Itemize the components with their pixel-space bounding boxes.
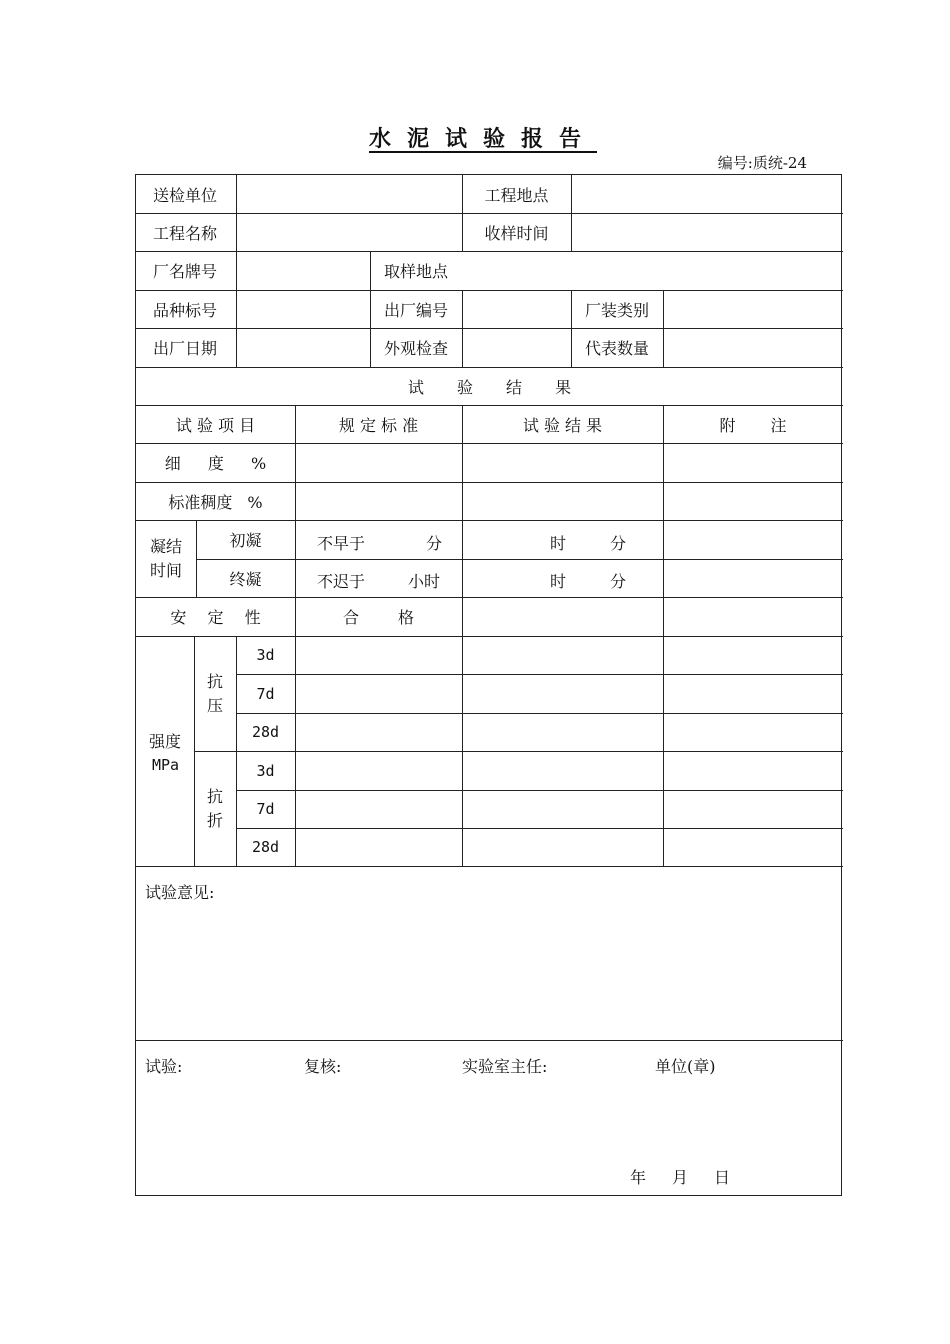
strength-unit: MPa bbox=[152, 756, 180, 774]
label-factory-brand: 厂名牌号 bbox=[153, 262, 218, 281]
row-consistency: 标准稠度 % bbox=[168, 492, 263, 512]
date-month: 月 bbox=[672, 1168, 689, 1187]
row-initial-set: 初凝 bbox=[229, 531, 262, 550]
signature-tester: 试验: bbox=[145, 1057, 183, 1076]
row-flexural: 抗折 bbox=[206, 786, 223, 830]
flexural-age-7d: 7d bbox=[256, 800, 275, 818]
label-appearance-check: 外观检查 bbox=[383, 339, 448, 358]
label-sampling-location: 取样地点 bbox=[383, 262, 448, 281]
label-project-name: 工程名称 bbox=[153, 223, 218, 243]
report-title: 水泥试验报告 bbox=[368, 126, 597, 152]
row-compressive: 抗压 bbox=[206, 671, 223, 715]
soundness-standard: 合 格 bbox=[342, 608, 415, 627]
document-number: 编号:质统-24 bbox=[717, 154, 807, 172]
final-result-minute: 分 bbox=[610, 572, 627, 591]
column-standard: 规 定 标 准 bbox=[338, 415, 419, 435]
label-representative-qty: 代表数量 bbox=[584, 339, 649, 358]
row-fineness: 细 度 % bbox=[164, 454, 267, 473]
column-result: 试 验 结 果 bbox=[522, 415, 603, 435]
report-table bbox=[135, 174, 842, 1196]
label-sample-receive-time: 收样时间 bbox=[484, 223, 549, 243]
initial-result-hour: 时 bbox=[550, 534, 567, 553]
initial-std-minute-unit: 分 bbox=[426, 534, 443, 553]
signature-unit-seal: 单位(章) bbox=[655, 1057, 716, 1076]
row-soundness: 安 定 性 bbox=[170, 608, 261, 627]
signature-lab-director: 实验室主任: bbox=[462, 1057, 548, 1076]
signature-reviewer: 复核: bbox=[304, 1057, 342, 1076]
final-result-hour: 时 bbox=[550, 572, 567, 591]
final-std-not-later: 不迟于 bbox=[317, 572, 366, 591]
results-section-heading: 试 验 结 果 bbox=[407, 377, 572, 397]
label-variety-grade: 品种标号 bbox=[153, 300, 218, 320]
row-final-set: 终凝 bbox=[229, 569, 262, 589]
label-packing-type: 厂装类别 bbox=[584, 300, 649, 320]
label-factory-date: 出厂日期 bbox=[153, 339, 218, 358]
row-setting-time: 凝结时间 bbox=[149, 536, 182, 580]
final-std-hour-unit: 小时 bbox=[408, 572, 441, 591]
initial-result-minute: 分 bbox=[610, 534, 627, 553]
flexural-age-3d: 3d bbox=[256, 761, 275, 780]
opinion-label: 试验意见: bbox=[145, 883, 215, 902]
label-sender-unit: 送检单位 bbox=[153, 185, 218, 205]
compressive-age-7d: 7d bbox=[256, 684, 275, 703]
flexural-age-28d: 28d bbox=[251, 838, 280, 856]
compressive-age-3d: 3d bbox=[256, 646, 275, 664]
column-item: 试 验 项 目 bbox=[175, 415, 256, 435]
strength-label: 强度 bbox=[149, 732, 182, 751]
date-day: 日 bbox=[714, 1168, 731, 1187]
date-year: 年 bbox=[630, 1168, 647, 1187]
column-note: 附 注 bbox=[719, 415, 787, 435]
initial-std-not-earlier: 不早于 bbox=[317, 534, 366, 553]
label-project-location: 工程地点 bbox=[484, 185, 549, 205]
label-factory-number: 出厂编号 bbox=[383, 300, 448, 320]
compressive-age-28d: 28d bbox=[251, 723, 280, 741]
